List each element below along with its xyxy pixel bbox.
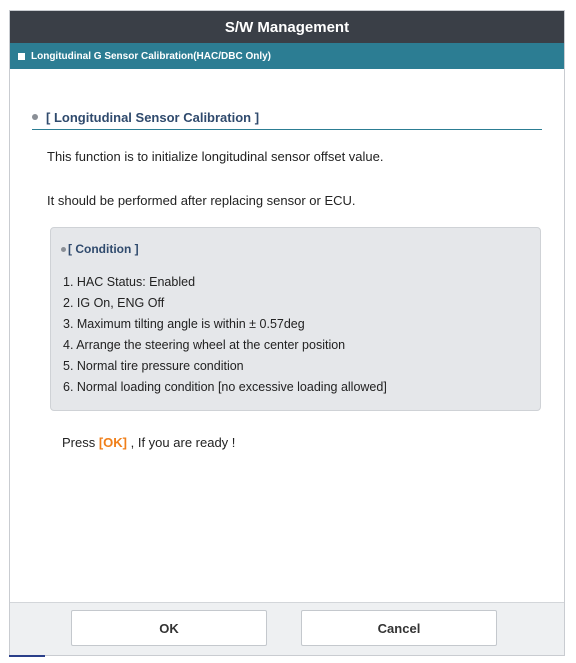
condition-item: 5. Normal tire pressure condition [63, 359, 244, 373]
subheader-bar [10, 43, 564, 69]
condition-list [63, 272, 387, 398]
subheader-title: Longitudinal G Sensor Calibration(HAC/DBC Only) [31, 50, 271, 62]
condition-item: 3. Maximum tilting angle is within ± 0.57deg [63, 317, 305, 331]
condition-item: 1. HAC Status: Enabled [63, 275, 196, 289]
section-heading [32, 105, 542, 130]
ready-prompt [62, 435, 235, 450]
prompt-suffix: , If you are ready ! [127, 435, 236, 450]
description-line-2: It should be performed after replacing sensor or ECU. [47, 193, 356, 208]
ok-button[interactable]: OK [71, 610, 267, 646]
condition-item: 6. Normal loading condition [no excessive loading allowed] [63, 380, 387, 394]
cancel-button[interactable]: Cancel [301, 610, 497, 646]
dialog-footer [10, 602, 564, 655]
condition-heading [61, 242, 139, 256]
window-title: S/W Management [10, 11, 564, 43]
corner-accent [9, 655, 45, 657]
square-bullet-icon [18, 53, 25, 60]
condition-item: 2. IG On, ENG Off [63, 296, 165, 310]
prompt-ok-highlight: [OK] [98, 435, 128, 450]
condition-box [50, 227, 541, 411]
description-line-1: This function is to initialize longitudinal sensor offset value. [47, 149, 384, 164]
condition-title: [ Condition ] [68, 242, 139, 256]
bullet-dot-icon [61, 247, 66, 252]
section-title: [ Longitudinal Sensor Calibration ] [46, 109, 260, 125]
condition-item: 4. Arrange the steering wheel at the center position [63, 338, 346, 352]
sw-management-dialog [9, 10, 565, 656]
prompt-prefix: Press [62, 435, 99, 450]
bullet-dot-icon [32, 114, 38, 120]
